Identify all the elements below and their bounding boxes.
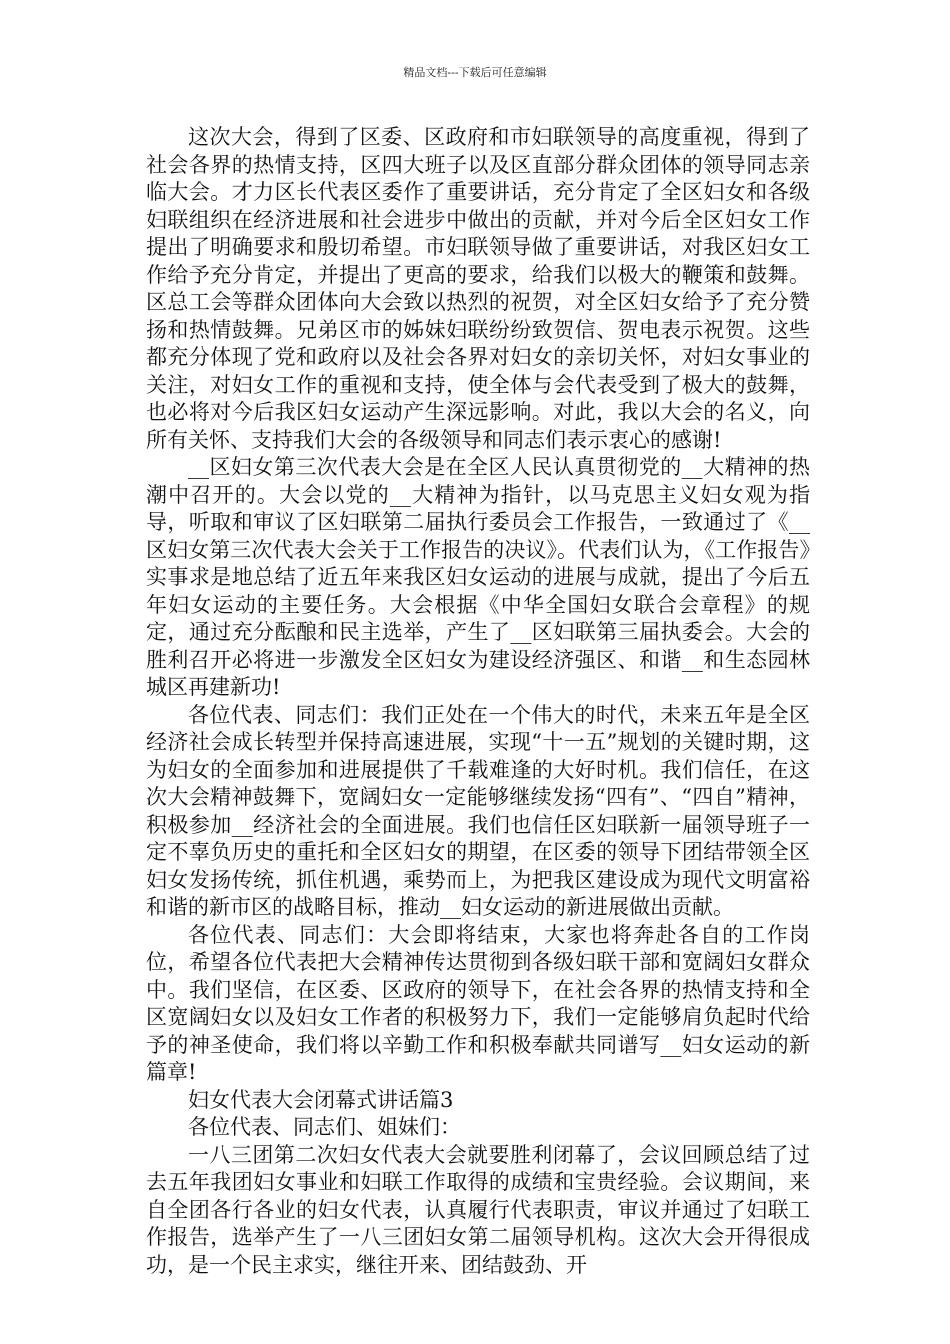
- paragraph: __区妇女第三次代表大会是在全区人民认真贯彻党的__大精神的热潮中召开的。大会以党的__大精神为指针，以马克思主义妇女观为指导，听取和审议了区妇联第二届执行委员会工作报告，一致通过了《__区妇女第三次代表大会关于工作报告的决议》。代表们认为，《工作报告》实事求是地总结了近五年来我区妇女运动的进展与成就，提出了今后五年妇女运动的主要任务。大会根据《中华全国妇女联合会章程》的规定，通过充分酝酿和民主选举，产生了__区妇联第三届执委会。大会的胜利召开必将进一步激发全区妇女为建设经济强区、和谐__和生态园林城区再建新功!: [146, 455, 810, 699]
- paragraph: 各位代表、同志们：我们正处在一个伟大的时代，未来五年是全区经济社会成长转型并保持高速进展，实现“十一五”规划的关键时期，这为妇女的全面参加和进展提供了千载难逢的大好时机。我们信任，在这次大会精神鼓舞下，宽阔妇女一定能够继续发扬“四有”、“四自”精神，积极参加__经济社会的全面进展。我们也信任区妇联新一届领导班子一定不辜负历史的重托和全区妇女的期望，在区委的领导下团结带领全区妇女发扬传统，抓住机遇，乘势而上，为把我区建设成为现代文明富裕和谐的新市区的战略目标，推动__妇女运动的新进展做出贡献。: [146, 702, 810, 919]
- paragraph: 各位代表、同志们：大会即将结束，大家也将奔赴各自的工作岗位，希望各位代表把大会精神传达贯彻到各级妇联干部和宽阔妇女群众中。我们坚信，在区委、区政府的领导下，在社会各界的热情支持和全区宽阔妇女以及妇女工作者的积极努力下，我们一定能够肩负起时代给予的神圣使命，我们将以辛勤工作和积极奉献共同谱写__妇女运动的新篇章!: [146, 922, 810, 1084]
- document-body: [146, 124, 810, 1279]
- section-title: 妇女代表大会闭幕式讲话篇3: [188, 1087, 454, 1112]
- paragraph: 这次大会，得到了区委、区政府和市妇联领导的高度重视，得到了社会各界的热情支持，区四大班子以及区直部分群众团体的领导同志亲临大会。才力区长代表区委作了重要讲话，充分肯定了全区妇女和各级妇联组织在经济进展和社会进步中做出的贡献，并对今后全区妇女工作提出了明确要求和殷切希望。市妇联领导做了重要讲话，对我区妇女工作给予充分肯定，并提出了更高的要求，给我们以极大的鞭策和鼓舞。区总工会等群众团体向大会致以热烈的祝贺，对全区妇女给予了充分赞扬和热情鼓舞。兄弟区市的姊妹妇联纷纷致贺信、贺电表示祝贺。这些都充分体现了党和政府以及社会各界对妇女的亲切关怀，对妇女事业的关注，对妇女工作的重视和支持，使全体与会代表受到了极大的鼓舞，也必将对今后我区妇女运动产生深远影响。对此，我以大会的名义，向所有关怀、支持我们大会的各级领导和同志们表示衷心的感谢!: [146, 125, 810, 452]
- page-header: 精品文档---下载后可任意编辑: [403, 66, 547, 79]
- paragraph: 一八三团第二次妇女代表大会就要胜利闭幕了，会议回顾总结了过去五年我团妇女事业和妇联工作取得的成绩和宝贵经验。会议期间，来自全团各行各业的妇女代表，认真履行代表职责，审议并通过了妇联工作报告，选举产生了一八三团妇女第二届领导机构。这次大会开得很成功，是一个民主求实，继往开来、团结鼓劲、开: [146, 1142, 810, 1277]
- salutation: 各位代表、同志们、姐妹们：: [188, 1115, 461, 1139]
